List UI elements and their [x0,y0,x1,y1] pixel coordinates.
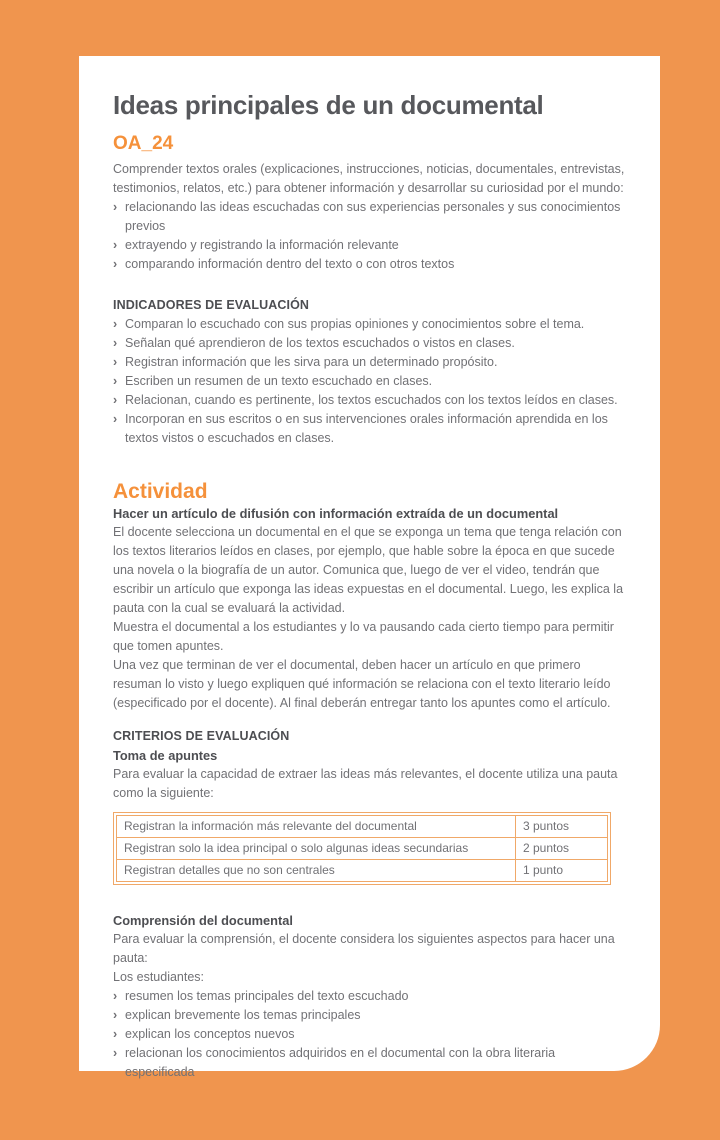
list-item-text: Escriben un resumen de un texto escuchado en clases. [125,374,433,388]
bullet-icon: › [113,257,118,271]
comprension-bullet-list [113,987,628,1082]
evaluation-rubric-table [113,812,611,885]
table-row [117,838,608,860]
list-item [113,255,628,274]
list-item [113,1044,628,1082]
list-item [113,372,628,391]
list-item [113,315,628,334]
list-item-text: Incorporan en sus escritos o en sus intervenciones orales información aprendida en los textos vistos o escuchados en clases. [125,412,608,445]
actividad-heading: Actividad [113,480,208,503]
oa-intro-text: Comprender textos orales (explicaciones, instrucciones, noticias, documentales, entrevistas, testimonios, relatos, etc.) para obtener información y desarrollar su curiosidad por el mundo: [113,162,625,195]
list-item-text: explican los conceptos nuevos [125,1027,295,1041]
puntaje-cell: 3 puntos [516,816,608,838]
bullet-icon: › [113,317,118,331]
list-item [113,410,628,448]
page-title: Ideas principales de un documental [113,90,544,120]
bullet-icon: › [113,200,118,214]
list-item-text: relacionan los conocimientos adquiridos en el documental con la obra literaria especificada [125,1046,556,1079]
document-page-card [79,56,660,1079]
criterios-subheading: Toma de apuntes [113,748,218,763]
bullet-icon: › [113,1008,118,1022]
bullet-icon: › [113,1046,118,1060]
list-item [113,1006,628,1025]
list-item-text: Registran información que les sirva para un determinado propósito. [125,355,498,369]
list-item [113,236,628,255]
list-item-text: explican brevemente los temas principales [125,1008,361,1022]
bullet-icon: › [113,238,118,252]
bullet-icon: › [113,336,118,350]
criterio-cell: Registran detalles que no son centrales [117,860,516,882]
table-row [117,860,608,882]
list-item [113,334,628,353]
list-item-text: Relacionan, cuando es pertinente, los textos escuchados con los textos leídos en clases. [125,393,618,407]
criterio-cell: Registran solo la idea principal o solo algunas ideas secundarias [117,838,516,860]
puntaje-cell: 2 puntos [516,838,608,860]
list-item-text: extrayendo y registrando la información relevante [125,238,399,252]
list-item-text: Comparan lo escuchado con sus propias opiniones y conocimientos sobre el tema. [125,317,585,331]
comprension-lead: Los estudiantes: [113,970,205,984]
actividad-subtitle: Hacer un artículo de difusión con información extraída de un documental [113,506,559,521]
bullet-icon: › [113,355,118,369]
oa-code-heading: OA_24 [113,133,174,154]
list-item-text: comparando información dentro del texto o con otros textos [125,257,455,271]
puntaje-cell: 1 punto [516,860,608,882]
actividad-paragraph: Una vez que terminan de ver el documental, deben hacer un artículo en que primero resuman lo visto y luego expliquen qué información se relaciona con el texto literario leído (especificado por el docente). Al final deberán entregar tanto los apuntes como el artículo. [113,658,611,710]
comprension-heading: Comprensión del documental [113,913,293,928]
indicadores-heading: INDICADORES DE EVALUACIÓN [113,298,310,312]
list-item [113,987,628,1006]
bullet-icon: › [113,989,118,1003]
criterio-cell: Registran la información más relevante del documental [117,816,516,838]
criterios-heading: CRITERIOS DE EVALUACIÓN [113,729,290,743]
oa-bullet-list [113,198,628,274]
criterios-intro: Para evaluar la capacidad de extraer las ideas más relevantes, el docente utiliza una pauta como la siguiente: [113,767,618,800]
actividad-paragraph: El docente selecciona un documental en el que se exponga un tema que tenga relación con los textos literarios leídos en clases, por ejemplo, que hable sobre la época en que sucede una novela o la biografía de un autor. Comunica que, luego de ver el video, tendrán que escribir un artículo que exponga las ideas expuestas en el documental. Luego, les explica la pauta con la cual se evaluará la actividad. [113,525,624,615]
list-item-text: resumen los temas principales del texto escuchado [125,989,409,1003]
list-item [113,198,628,236]
list-item [113,1025,628,1044]
indicadores-bullet-list [113,315,628,448]
bullet-icon: › [113,1027,118,1041]
comprension-intro: Para evaluar la comprensión, el docente considera los siguientes aspectos para hacer una pauta: [113,932,615,965]
list-item-text: Señalan qué aprendieron de los textos escuchados o vistos en clases. [125,336,515,350]
bullet-icon: › [113,393,118,407]
bullet-icon: › [113,412,118,426]
bullet-icon: › [113,374,118,388]
list-item [113,391,628,410]
list-item-text: relacionando las ideas escuchadas con sus experiencias personales y sus conocimientos previos [125,200,621,233]
list-item [113,353,628,372]
actividad-paragraph: Muestra el documental a los estudiantes y lo va pausando cada cierto tiempo para permitir que tomen apuntes. [113,620,614,653]
table-row [117,816,608,838]
